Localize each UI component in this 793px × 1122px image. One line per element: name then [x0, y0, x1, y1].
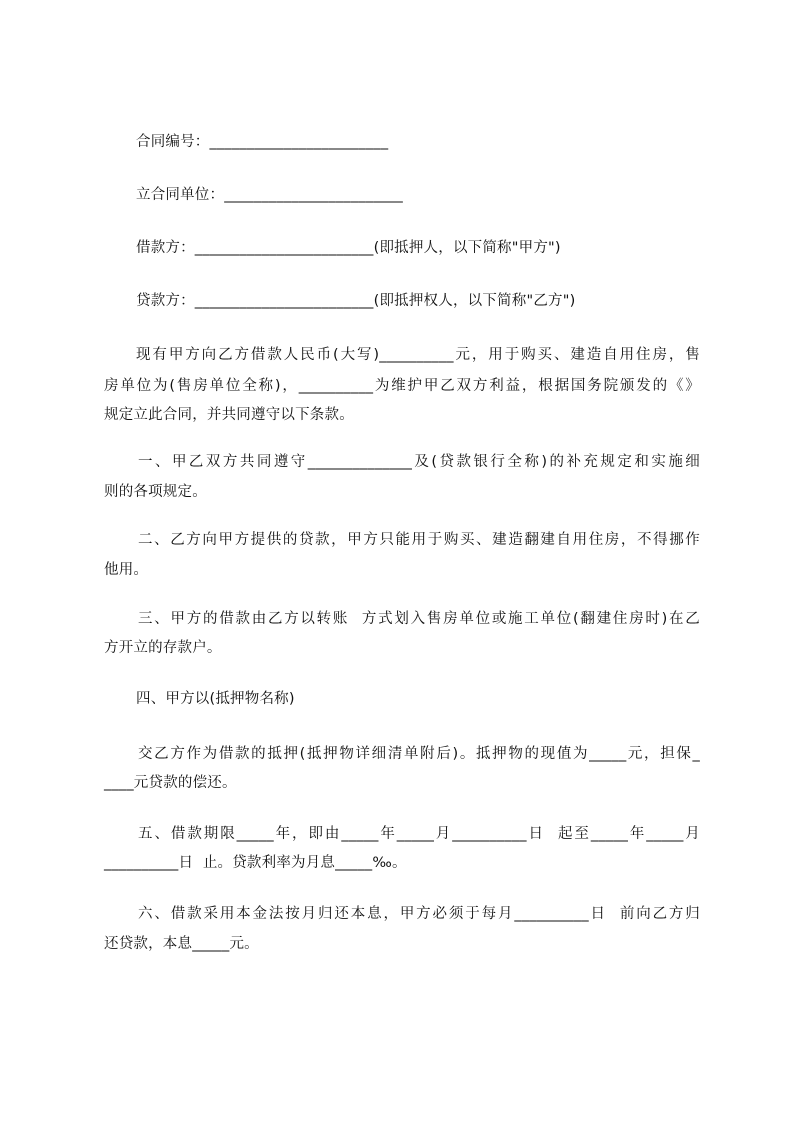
clause-6-line-1: 六、借款采用本金法按月归还本息，甲方必须于每月__________日 前向乙方归 [138, 906, 700, 922]
contracting-unit-line: 立合同单位：________________________ [136, 187, 403, 203]
clause-3-line-2: 方开立的存款户。 [104, 640, 222, 656]
clause-5-line-2: __________日 止。贷款利率为月息_____‰。 [104, 855, 407, 871]
preamble-line-1: 现有甲方向乙方借款人民币(大写)__________元，用于购买、建造自用住房，售 [136, 347, 700, 363]
clause-2-line-2: 他用。 [104, 562, 149, 578]
clause-2-line-1: 二、乙方向甲方提供的贷款，甲方只能用于购买、建造翻建自用住房，不得挪作 [138, 532, 700, 548]
clause-5-line-1: 五、借款期限_____年，即由_____年_____月__________日 起至_____年_____月 [138, 826, 700, 842]
clause-1-line-1: 一、甲乙双方共同遵守______________及(贷款银行全称)的补充规定和实施细 [138, 454, 700, 470]
clause-1-line-2: 则的各项规定。 [104, 484, 207, 500]
contract-number-line: 合同编号：________________________ [136, 134, 389, 150]
preamble-line-3: 规定立此合同，并共同遵守以下条款。 [104, 407, 354, 423]
clause-3-line-1: 三、甲方的借款由乙方以转账 方式划入售房单位或施工单位(翻建住房时)在乙 [138, 611, 700, 627]
preamble-line-2: 房单位为(售房单位全称)，__________为维护甲乙双方利益，根据国务院颁发的《》 [104, 378, 700, 394]
clause-4-line: 四、甲方以(抵押物名称) [136, 691, 295, 707]
clause-6-line-2: 还贷款，本息_____元。 [104, 936, 259, 952]
lender-line: 贷款方：________________________(即抵押权人，以下简称"乙方") [136, 293, 576, 309]
clause-4b-line-2: ____元贷款的偿还。 [104, 775, 237, 791]
clause-4b-line-1: 交乙方作为借款的抵押(抵押物详细清单附后)。抵押物的现值为_____元，担保_ [138, 746, 700, 762]
borrower-line: 借款方：________________________(即抵押人，以下简称"甲方") [136, 240, 561, 256]
